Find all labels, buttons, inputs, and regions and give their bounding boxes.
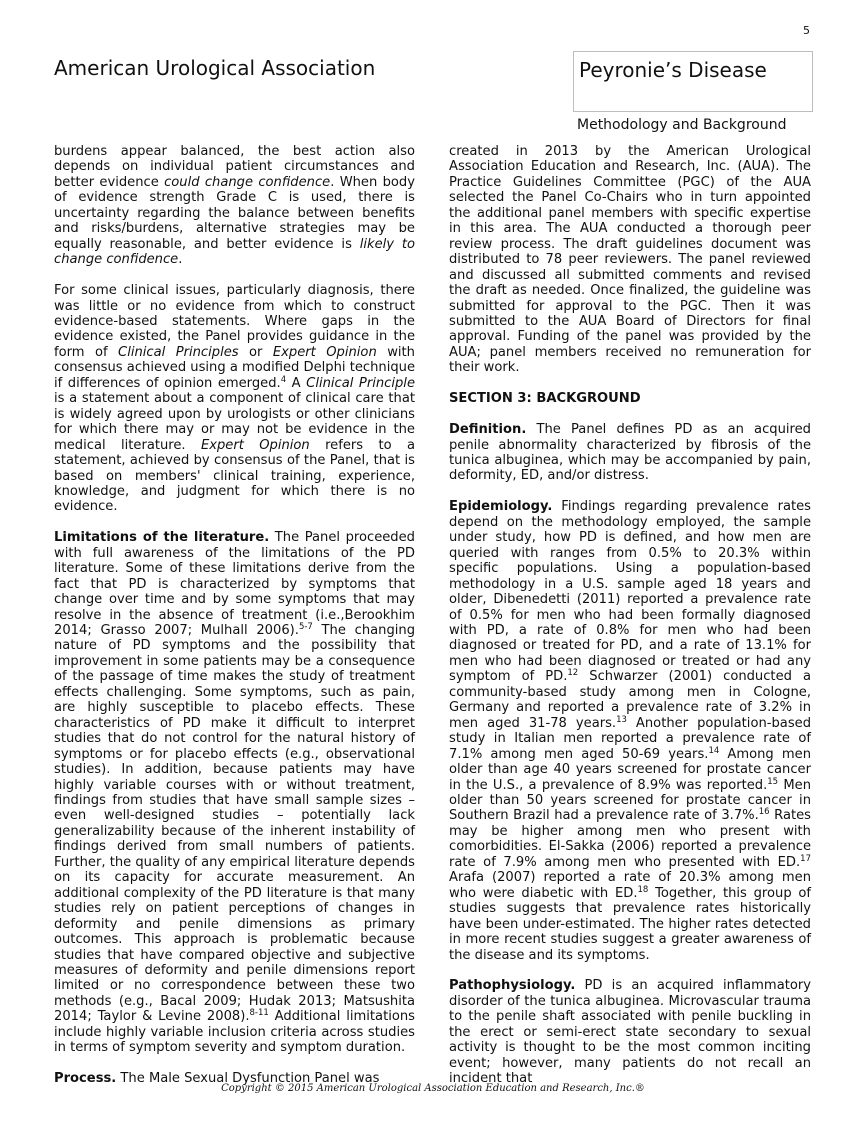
right-column: [449, 144, 811, 1087]
pathophysiology-heading: Pathophysiology.: [449, 978, 576, 994]
section-heading-background: SECTION 3: BACKGROUND: [449, 391, 641, 407]
document-title: Peyronie’s Disease: [579, 58, 767, 82]
paragraph-definition: Definition. The Panel defines PD as an acquired penile abnormality characterized by fibrosis of the tunica albuginea, which may be accompanied by pain, deformity, ED, and/or distress.: [449, 422, 811, 484]
limitations-heading: Limitations of the literature.: [54, 530, 270, 546]
epidemiology-heading: Epidemiology.: [449, 499, 553, 515]
organization-title: American Urological Association: [54, 56, 376, 80]
paragraph-clinical-principles: For some clinical issues, particularly diagnosis, there was little or no evidence from which to construct evidence-based statements. Where gaps in the evidence existed, the Panel provides guidance in the form of Clinical Principles or Expert Opinion with consensus achieved using a modified Delphi technique if differences of opinion emerged.$^4$ A Clinical Principle is a statement about a component of clinical care that is widely agreed upon by urologists or other clinicians for which there may or may not be evidence in the medical literature. Expert Opinion refers to a statement, achieved by consensus of the Panel, that is based on members' clinical training, experience, knowledge, and judgment for which there is no evidence.: [54, 283, 415, 515]
paragraph-epidemiology: Epidemiology. Findings regarding prevalence rates depend on the methodology employed, the sample under study, how PD is defined, and how men are queried with ranges from 0.5% to 20.3% within specific populations. Using a population-based methodology in a U.S. sample aged 18 years and older, Dibenedetti (2011) reported a prevalence rate of 0.5% for men who had been formally diagnosed with PD, a rate of 0.8% for men who had been diagnosed or treated for PD, and a rate of 13.1% for men who had been diagnosed or treated or had any symptom of PD.$^{12}$ Schwarzer (2001) conducted a community-based study among men in Cologne, Germany and reported a prevalence rate of 3.2% in men aged 31-78 years.$^{13}$ Another population-based study in Italian men reported a prevalence rate of 7.1% among men aged 50-69 years.$^{14}$ Among men older than age 40 years screened for prostate cancer in the U.S., a prevalence of 8.9% was reported.$^{15}$ Men older than 50 years screened for prostate cancer in Southern Brazil had a prevalence rate of 3.7%.$^{16}$ Rates may be higher among men who present with comorbidities. El-Sakka (2006) reported a prevalence rate of 7.9% among men who presented with ED.$^{17}$ Arafa (2007) reported a rate of 20.3% among men who were diabetic with ED.$^{18}$ Together, this group of studies suggests that prevalence rates historically have been under-estimated. The higher rates detected in more recent studies suggest a greater awareness of the disease and its symptoms.: [449, 499, 812, 963]
copyright-footer: Copyright © 2015 American Urological Association Education and Research, Inc.®: [221, 1083, 645, 1094]
paragraph-limitations: Limitations of the literature. The Panel proceeded with full awareness of the limitations of the PD literature. Some of these limitations derive from the fact that PD is characterized by symptoms that change over time and by some symptoms that may resolve in the absence of treatment (i.e.,Berookhim 2014; Grasso 2007; Mulhall 2006).$^{5-7}$ The changing nature of PD symptoms and the possibility that improvement in some patients may be a consequence of the passage of time makes the study of treatment effects challenging. Some symptoms, such as pain, are highly susceptible to placebo effects. These characteristics of PD make it difficult to interpret studies that do not control for the natural history of symptoms or for placebo effects (e.g., observational studies). In addition, because patients may have highly variable courses with or without treatment, findings from studies that have small sample sizes – even well-designed studies – potentially lack generalizability because of the inherent instability of findings derived from small numbers of patients. Further, the quality of any empirical literature depends on its capacity for accurate measurement. An additional complexity of the PD literature is that many studies rely on patient perceptions of changes in deformity and penile dimensions as primary outcomes. This approach is problematic because studies that have compared objective and subjective measures of deformity and penile dimensions report limited or no correspondence between these two methods (e.g., Bacal 2009; Hudak 2013; Matsushita 2014; Taylor & Levine 2008).$^{8-11}$ Additional limitations include highly variable inclusion criteria across studies in terms of symptom severity and symptom duration.: [54, 530, 415, 1056]
page-number: 5: [803, 24, 810, 37]
paragraph-pathophysiology: Pathophysiology. PD is an acquired inflammatory disorder of the tunica albuginea. Microvascular trauma to the penile shaft associated with penile buckling in the erect or semi-erect state secondary to sexual activity is thought to be the most common inciting event; however, many patients do not recall an incident that: [449, 978, 811, 1087]
left-column: [54, 144, 415, 1087]
paragraph-process-continued: created in 2013 by the American Urological Association Education and Research, Inc. (AUA). The Practice Guidelines Committee (PGC) of the AUA selected the Panel Co-Chairs who in turn appointed the additional panel members with specific expertise in this area. The AUA conducted a thorough peer review process. The draft guidelines document was distributed to 78 peer reviewers. The panel reviewed and discussed all submitted comments and revised the draft as needed. Once finalized, the guideline was submitted for approval to the PGC. Then it was submitted to the AUA Board of Directors for final approval. Funding of the panel was provided by the AUA; panel members received no remuneration for their work.: [449, 144, 811, 376]
process-heading: Process.: [54, 1071, 117, 1087]
paragraph-process: Process. The Male Sexual Dysfunction Panel was: [54, 1071, 380, 1087]
definition-heading: Definition.: [449, 422, 527, 438]
section-label: Methodology and Background: [577, 117, 787, 133]
document-title-box: [573, 51, 813, 112]
paragraph-evidence-grade: burdens appear balanced, the best action also depends on individual patient circumstances and better evidence could change confidence. When body of evidence strength Grade C is used, there is uncertainty regarding the balance between benefits and risks/burdens, alternative strategies may be equally reasonable, and better evidence is likely to change confidence.: [54, 144, 416, 268]
